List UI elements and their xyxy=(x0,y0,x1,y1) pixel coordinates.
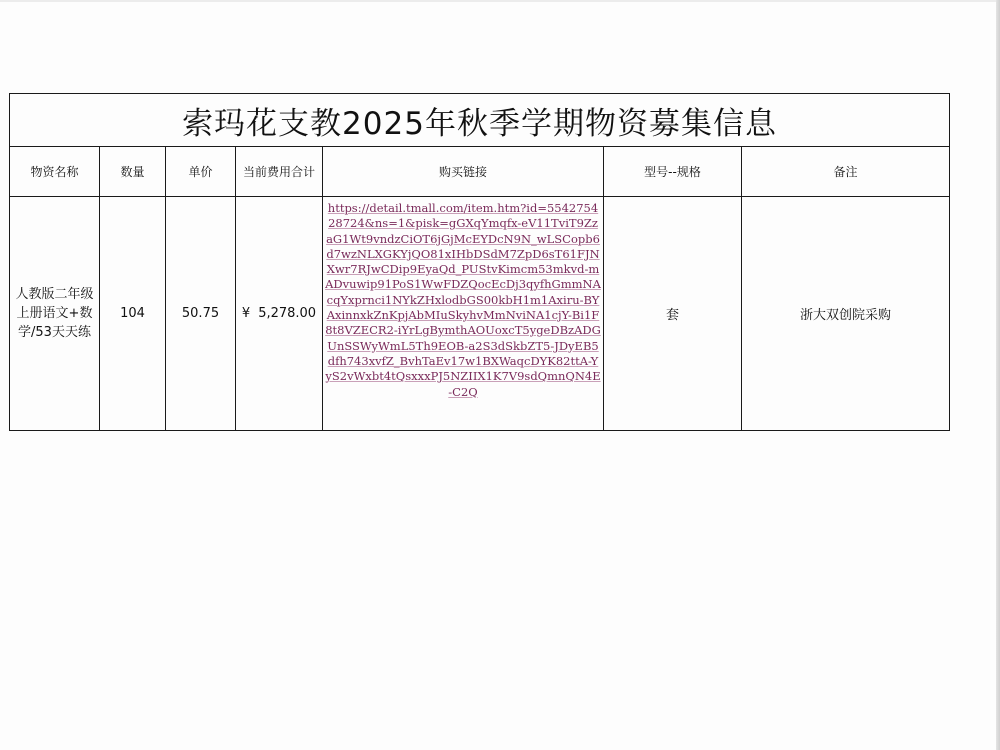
note-cell: 浙大双创院采购 xyxy=(742,197,950,431)
header-purchase-link: 购买链接 xyxy=(323,147,604,197)
purchase-link[interactable]: https://detail.tmall.com/item.htm?id=554275428724&ns=1&pisk=gGXqYmqfx-eV11TviT9ZzaG1Wt9vndzCiOT6jGjMcEYDcN9N_wLSCopb6d7wzNLXGKYjQO81xIHbDSdM7ZpD6sT61FJNXwr7RJwCDip9EyaQd_PUStvKimcm53mkvd-mADvuwip91PoS1WwFDZQocEcDj3qyfhGmmNAcqYxprnci1NYkZHxlodbGS00kbH1m1Axiru-BYAxinnxkZnKpjAbMIuSkyhvMmNviNA1cjY-Bi1F8t8VZECR2-iYrLgBymthAOUoxcT5ygeDBzADGUnSSWyWmL5Th9EOB-a2S3dSkbZT5-JDyEB5dfh743xvfZ_BvhTaEv17w1BXWaqcDYK82ttA-YyS2vWxbt4tQsxxxPJ5NZIIX1K7V9sdQmnQN4E-C2Q xyxy=(325,201,601,399)
header-note: 备注 xyxy=(742,147,950,197)
donation-table xyxy=(9,93,950,431)
spec-cell: 套 xyxy=(604,197,742,431)
header-spec: 型号--规格 xyxy=(604,147,742,197)
purchase-link-clip xyxy=(323,197,603,430)
header-row xyxy=(10,147,950,197)
title-row xyxy=(10,94,950,147)
scan-edge-top xyxy=(0,0,1000,2)
header-quantity: 数量 xyxy=(100,147,166,197)
quantity-cell: 104 xyxy=(100,197,166,431)
header-unit-price: 单价 xyxy=(166,147,236,197)
unit-price-cell: 50.75 xyxy=(166,197,236,431)
item-name-cell: 人教版二年级上册语文+数学/53天天练 xyxy=(10,197,100,431)
purchase-link-cell xyxy=(323,197,604,431)
table-title: 索玛花支教2025年秋季学期物资募集信息 xyxy=(10,94,950,147)
currency-symbol: ¥ xyxy=(241,306,251,321)
header-total: 当前费用合计 xyxy=(236,147,323,197)
scan-edge-right xyxy=(996,0,1000,750)
table-row xyxy=(10,197,950,431)
total-cell xyxy=(236,197,323,431)
header-item-name: 物资名称 xyxy=(10,147,100,197)
total-amount: 5,278.00 xyxy=(258,306,317,321)
